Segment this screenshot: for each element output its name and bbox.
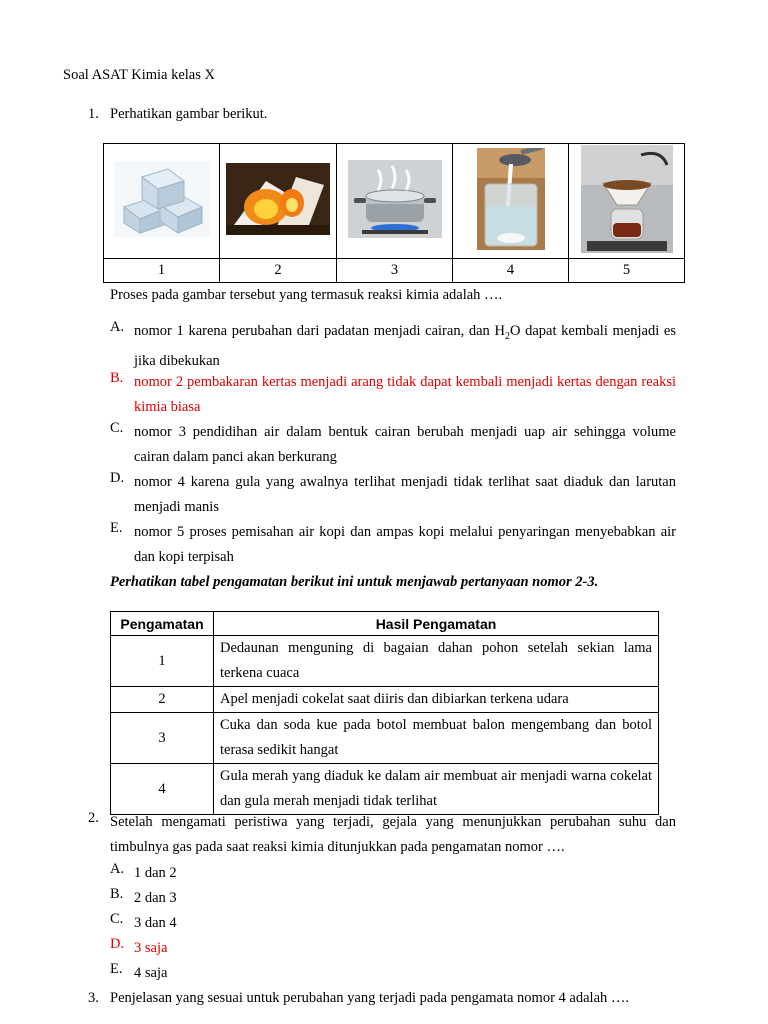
table-instruction: Perhatikan tabel pengamatan berikut ini untuk menjawab pertanyaan nomor 2-3. <box>110 574 599 590</box>
image-cell-3 <box>337 144 453 259</box>
q1-option-e <box>110 520 676 570</box>
q1-option-b-answer <box>110 370 676 420</box>
option-text: nomor 4 karena gula yang awalnya terlihat menjadi tidak terlihat saat diaduk dan larutan menjadi manis <box>134 474 676 515</box>
image-label-5: 5 <box>569 259 685 283</box>
table-row: 2 Apel menjadi cokelat saat diiris dan dibiarkan terkena udara <box>111 687 659 713</box>
option-label: B. <box>110 370 124 386</box>
image-cell-1 <box>104 144 220 259</box>
image-table <box>103 143 685 283</box>
option-text: nomor 3 pendidihan air dalam bentuk cairan berubah menjadi uap air sehingga volume cairan dalam panci akan berkurang <box>134 424 676 465</box>
header-pengamatan: Pengamatan <box>111 612 214 636</box>
image-label-2: 2 <box>220 259 337 283</box>
header-hasil-pengamatan: Hasil Pengamatan <box>214 612 659 636</box>
option-text: nomor 2 pembakaran kertas menjadi arang tidak dapat kembali menjadi kertas dengan reaksi kimia biasa <box>134 374 676 415</box>
q1-option-d <box>110 470 676 520</box>
table-row: 3 Cuka dan soda kue pada botol membuat balon mengembang dan botol terasa sedikit hangat <box>111 713 659 764</box>
question-3-number: 3. <box>88 990 99 1006</box>
table-row: 4 Gula merah yang diaduk ke dalam air membuat air menjadi warna cokelat dan gula merah menjadi tidak terlihat <box>111 764 659 815</box>
question-2-text: Setelah mengamati peristiwa yang terjadi, gejala yang menunjukkan perubahan suhu dan timbulnya gas pada saat reaksi kimia ditunjukkan pada pengamatan nomor …. <box>110 814 676 855</box>
question-1-number: 1. <box>88 106 99 122</box>
option-label: D. <box>110 470 125 486</box>
option-label: C. <box>110 420 124 436</box>
image-cell-2 <box>220 144 337 259</box>
question-3-text: Penjelasan yang sesuai untuk perubahan yang terjadi pada pengamata nomor 4 adalah …. <box>110 990 630 1006</box>
q2-option-b: B. 2 dan 3 <box>110 886 177 906</box>
question-2-text-block <box>110 810 676 860</box>
q2-option-c: C. 3 dan 4 <box>110 911 177 931</box>
image-label-3: 3 <box>337 259 453 283</box>
question-1-prompt: Perhatikan gambar berikut. <box>110 106 268 122</box>
burning-paper-image <box>226 163 330 235</box>
q2-option-e: E. 4 saja <box>110 961 168 981</box>
question-1-text: Proses pada gambar tersebut yang termasuk reaksi kimia adalah …. <box>110 287 503 303</box>
q1-option-a <box>110 319 676 374</box>
image-label-1: 1 <box>104 259 220 283</box>
sugar-dissolving-image <box>477 148 545 250</box>
document-title: Soal ASAT Kimia kelas X <box>63 67 215 83</box>
observation-table <box>110 611 659 815</box>
table-row: 1 Dedaunan menguning di bagaian dahan pohon setelah sekian lama terkena cuaca <box>111 636 659 687</box>
question-2-number: 2. <box>88 810 99 826</box>
image-cell-4 <box>453 144 569 259</box>
q1-option-c <box>110 420 676 470</box>
boiling-pot-image <box>348 160 442 238</box>
ice-cubes-image <box>114 161 210 237</box>
option-label: E. <box>110 520 123 536</box>
image-cell-5 <box>569 144 685 259</box>
image-label-4: 4 <box>453 259 569 283</box>
option-text: nomor 5 proses pemisahan air kopi dan ampas kopi melalui penyaringan menyebabkan air dan kopi terpisah <box>134 524 676 565</box>
q2-option-d-answer: D. 3 saja <box>110 936 168 956</box>
coffee-filter-image <box>581 145 673 253</box>
option-text: nomor 1 karena perubahan dari padatan menjadi cairan, dan $H_2O$ dapat kembali menjadi es jika dibekukan <box>134 323 676 369</box>
option-label: A. <box>110 319 125 335</box>
q2-option-a: A. 1 dan 2 <box>110 861 177 881</box>
